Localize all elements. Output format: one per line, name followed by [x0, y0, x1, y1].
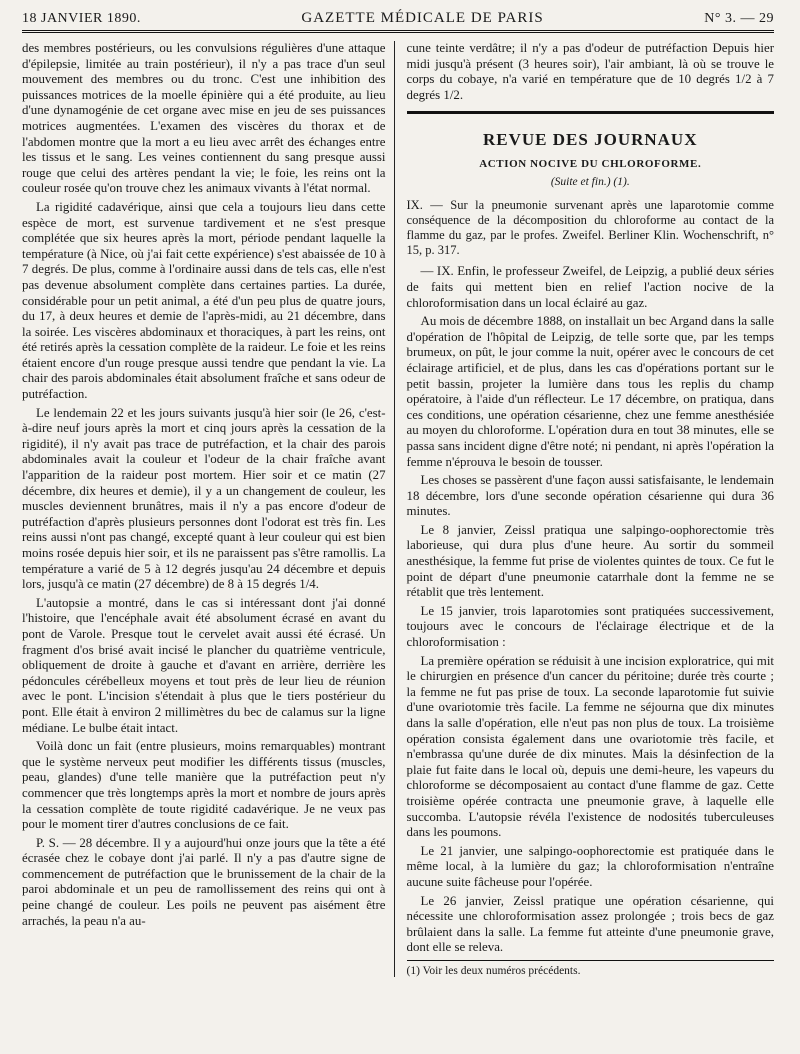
- left-column: [22, 41, 392, 977]
- paragraph: La première opération se réduisit à une incision exploratrice, qui mit le chirurgien en présence d'un cancer du péritoine; durée très courte ; la femme ne fut pas prise de toux. La seconde laparotomie fut suivie d'une ovariotomie très facile. La femme ne séjourna que dix minutes dans la salle d'opération, elle n'eut pas non plus de toux. La troisième opération consista également dans une ovariotomie très facile, et n'embrassa qu'une durée de dix minutes. Mais la désinfection de la plaie fut faite dans le local où, depuis une demi-heure, les vapeurs du chloroforme se décomposaient au contact d'une flamme de gaz. Cette troisième opérée contracta une pneumonie grave, à laquelle elle succomba. L'autopsie révéla l'existence de nodosités tuberculeuses dans les poumons.: [406, 653, 774, 840]
- article-heading: IX. — Sur la pneumonie survenant après une laparotomie comme conséquence de la décomposition du chloroforme au contact de la flamme du gaz, par le profes. Zweifel. Berliner Klin. Wochenschrift, n° 15, p. 317.: [406, 198, 774, 258]
- column-divider: [394, 41, 395, 977]
- columns: [22, 41, 774, 977]
- issue-date: 18 JANVIER 1890.: [22, 11, 141, 26]
- paragraph: — IX. Enfin, le professeur Zweifel, de Leipzig, a publié deux séries de faits qui mettent bien en relief l'action nocive de la chloroformisation dans un local éclairé au gaz.: [406, 264, 774, 310]
- paragraph: Au mois de décembre 1888, on installait un bec Argand dans la salle d'opération de l'hôpital de Leipzig, de telle sorte que, par les temps brumeux, on pût, le jour comme la nuit, opérer avec le concours de cet éclairage artificiel, et de plus, dans les cas d'opérations portant sur le petit bassin, projeter la lumière dans tous les replis du champ opératoire, à l'aide d'un réflecteur. Le 17 décembre, on pratiqua, dans ces conditions, une opération césarienne, chez une femme anesthésiée au moyen du chloroforme. L'opération dura en tout 38 minutes, elle se passa sans incident digne d'être noté; ni pendant, ni après l'opération la femme n'éprouva le besoin de tousser.: [406, 314, 774, 469]
- footnote: (1) Voir les deux numéros précédents.: [406, 964, 581, 977]
- section-continuation: (Suite et fin.) (1).: [550, 176, 630, 189]
- journal-title: GAZETTE MÉDICALE DE PARIS: [301, 10, 544, 26]
- paragraph: L'autopsie a montré, dans le cas si intéressant dont j'ai donné l'histoire, que l'encéphale avait été absolument écrasé en avant du pont de Varole. Presque tout le cervelet avait aussi été écrasé. Un fragment d'os brisé avait incisé le plancher du quatrième ventricule, obliquement de droite à gauche et d'avant en arrière, derrière les pédoncules cérébelleux moyens et tout près de leur lieu de réunion avec le pont. L'incision s'étendait à plus que le tiers postérieur du pont. Elle était à environ 2 millimètres du bec de calamus sur la ligne médiane. Le bulbe était intact.: [22, 595, 386, 735]
- section-title: REVUE DES JOURNAUX: [483, 130, 698, 150]
- right-column: [397, 41, 774, 977]
- paragraph: Le 15 janvier, trois laparotomies sont pratiquées successivement, toujours avec le concours de l'éclairage électrique et de la chloroformisation :: [406, 603, 774, 650]
- paragraph: P. S. — 28 décembre. Il y a aujourd'hui onze jours que la tête a été écrasée chez le cobaye dont j'ai parlé. Il n'y a pas d'autre signe de commencement de putréfaction que le brunissement de la chair de la paroi abdominale et un peu de ramollissement des reins qui ont à peine changé de couleur. Les poils ne peuvent pas aisément être arrachés, la peau n'a au-: [22, 835, 386, 928]
- paragraph: Le 26 janvier, Zeissl pratique une opération césarienne, qui nécessite une chloroformisation assez prolongée ; trois becs de gaz brûlaient dans la salle. La femme fut atteinte d'une pneumonie grave, dont elle se releva.: [406, 893, 774, 955]
- paragraph: Le 21 janvier, une salpingo-oophorectomie est pratiquée dans le même local, à la lumière du gaz; la chloroformisation n'entraîne aucune suite fâcheuse pour l'opérée.: [406, 843, 774, 889]
- footnote-rule: [407, 960, 774, 961]
- paragraph: Le lendemain 22 et les jours suivants jusqu'à hier soir (le 26, c'est-à-dire neuf jours après la mort et cinq jours après la cessation de la rigidité), il n'y avait pas trace de putréfaction, et la chair des parois abdominales avait la couleur et l'odeur de la chair fraîche avant l'apparition de la raideur post mortem. Hier soir et ce matin (27 décembre, dix heures et demie), il y a un changement de couleur, les muscles deviennent brunâtres, mais il n'y a pas encore d'odeur de putréfaction d'après plusieurs personnes dont l'odorat est très fin. Les reins aussi n'ont pas changé, excepté quant à leur couleur qui est bien moins rosée depuis hier soir, et ils ne paraissent pas s'être ramollis. La température a varié de 5 à 12 degrés jusqu'au 24 décembre et depuis lors, jusqu'à ce matin (27 décembre) de 8 à 15 degrés 1/4.: [22, 405, 386, 592]
- header-rule: [22, 30, 774, 33]
- paragraph: Le 8 janvier, Zeissl pratiqua une salpingo-oophorectomie très laborieuse, qui dura plus d'une heure. Au sortir du sommeil anesthésique, la femme fut prise de violentes quintes de toux. Ce fut le point de départ d'une pneumonie catarrhale dont la femme ne se rétablit que très lentement.: [406, 522, 774, 600]
- section-subtitle: ACTION NOCIVE DU CHLOROFORME.: [479, 158, 702, 171]
- paragraph: des membres postérieurs, ou les convulsions régulières d'une attaque d'épilepsie, limitée au train postérieur), il n'y a pas trace d'un seul mouvement des membres ou du tronc. C'est une inhibition des puissances motrices de la moelle épinière qui a été produite, au lieu d'une dynamogénie de cet organe avec mise en jeu de ses puissances motrices augmentées. L'examen des viscères du thorax et de l'abdomen montre que la mort a eu lieu avec arrêt des échanges entre les tissus et le sang. Les veines contiennent du sang presque aussi rouge que celui des artères pendant la vie; le foie, les reins ont la couleur rosée qu'on trouve chez les animaux vivants à l'état normal.: [22, 41, 386, 196]
- section-separator: [407, 111, 774, 114]
- paragraph: La rigidité cadavérique, ainsi que cela a toujours lieu dans cette espèce de mort, est survenue tardivement et ne s'est presque complétée que six heures après la mort, période pendant laquelle la température (à Nice, où j'ai fait cette expérience) s'est abaissée de 10 à 7 degrés. De plus, comme à l'ordinaire aussi dans de tels cas, elle n'est pas devenue absolument complète dans certaines parties. La durée, considérable pour un petit animal, a été d'un peu plus de quatre jours, du 17, à deux heures et demie de l'après-midi, au 21 décembre, dans la soirée. Les viscères abdominaux et thoraciques, à part les reins, ont été retirés après la cessation complète de la raideur. Le foie et les reins étaient encore d'un rouge presque aussi tendre que pendant la vie. La chair des parois abdominales était absolument fraîche et sans odeur de putréfaction.: [22, 199, 386, 402]
- page-header: [22, 10, 774, 27]
- paragraph: cune teinte verdâtre; il n'y a pas d'odeur de putréfaction Depuis hier midi jusqu'à présent (3 heures soir), l'air ambiant, là où se trouve le corps du cobaye, n'a varié en température que de 10 degrés 1/2 à 7 degrés 1/2.: [406, 41, 774, 102]
- page-number: N° 3. — 29: [704, 11, 774, 26]
- paragraph: Voilà donc un fait (entre plusieurs, moins remarquables) montrant que le système nerveux peut modifier les différents tissus (muscles, peau, glandes) d'une telle manière que la putréfaction peut n'y commencer que très longtemps après la mort et nombre de jours après la cessation complète de toute rigidité cadavérique. Je ne veux pas pour le moment tirer d'autres conclusions de ce fait.: [22, 739, 386, 832]
- paragraph: Les choses se passèrent d'une façon aussi satisfaisante, le lendemain 18 décembre, lors d'une seconde opération césarienne qui dura 36 minutes.: [406, 473, 774, 519]
